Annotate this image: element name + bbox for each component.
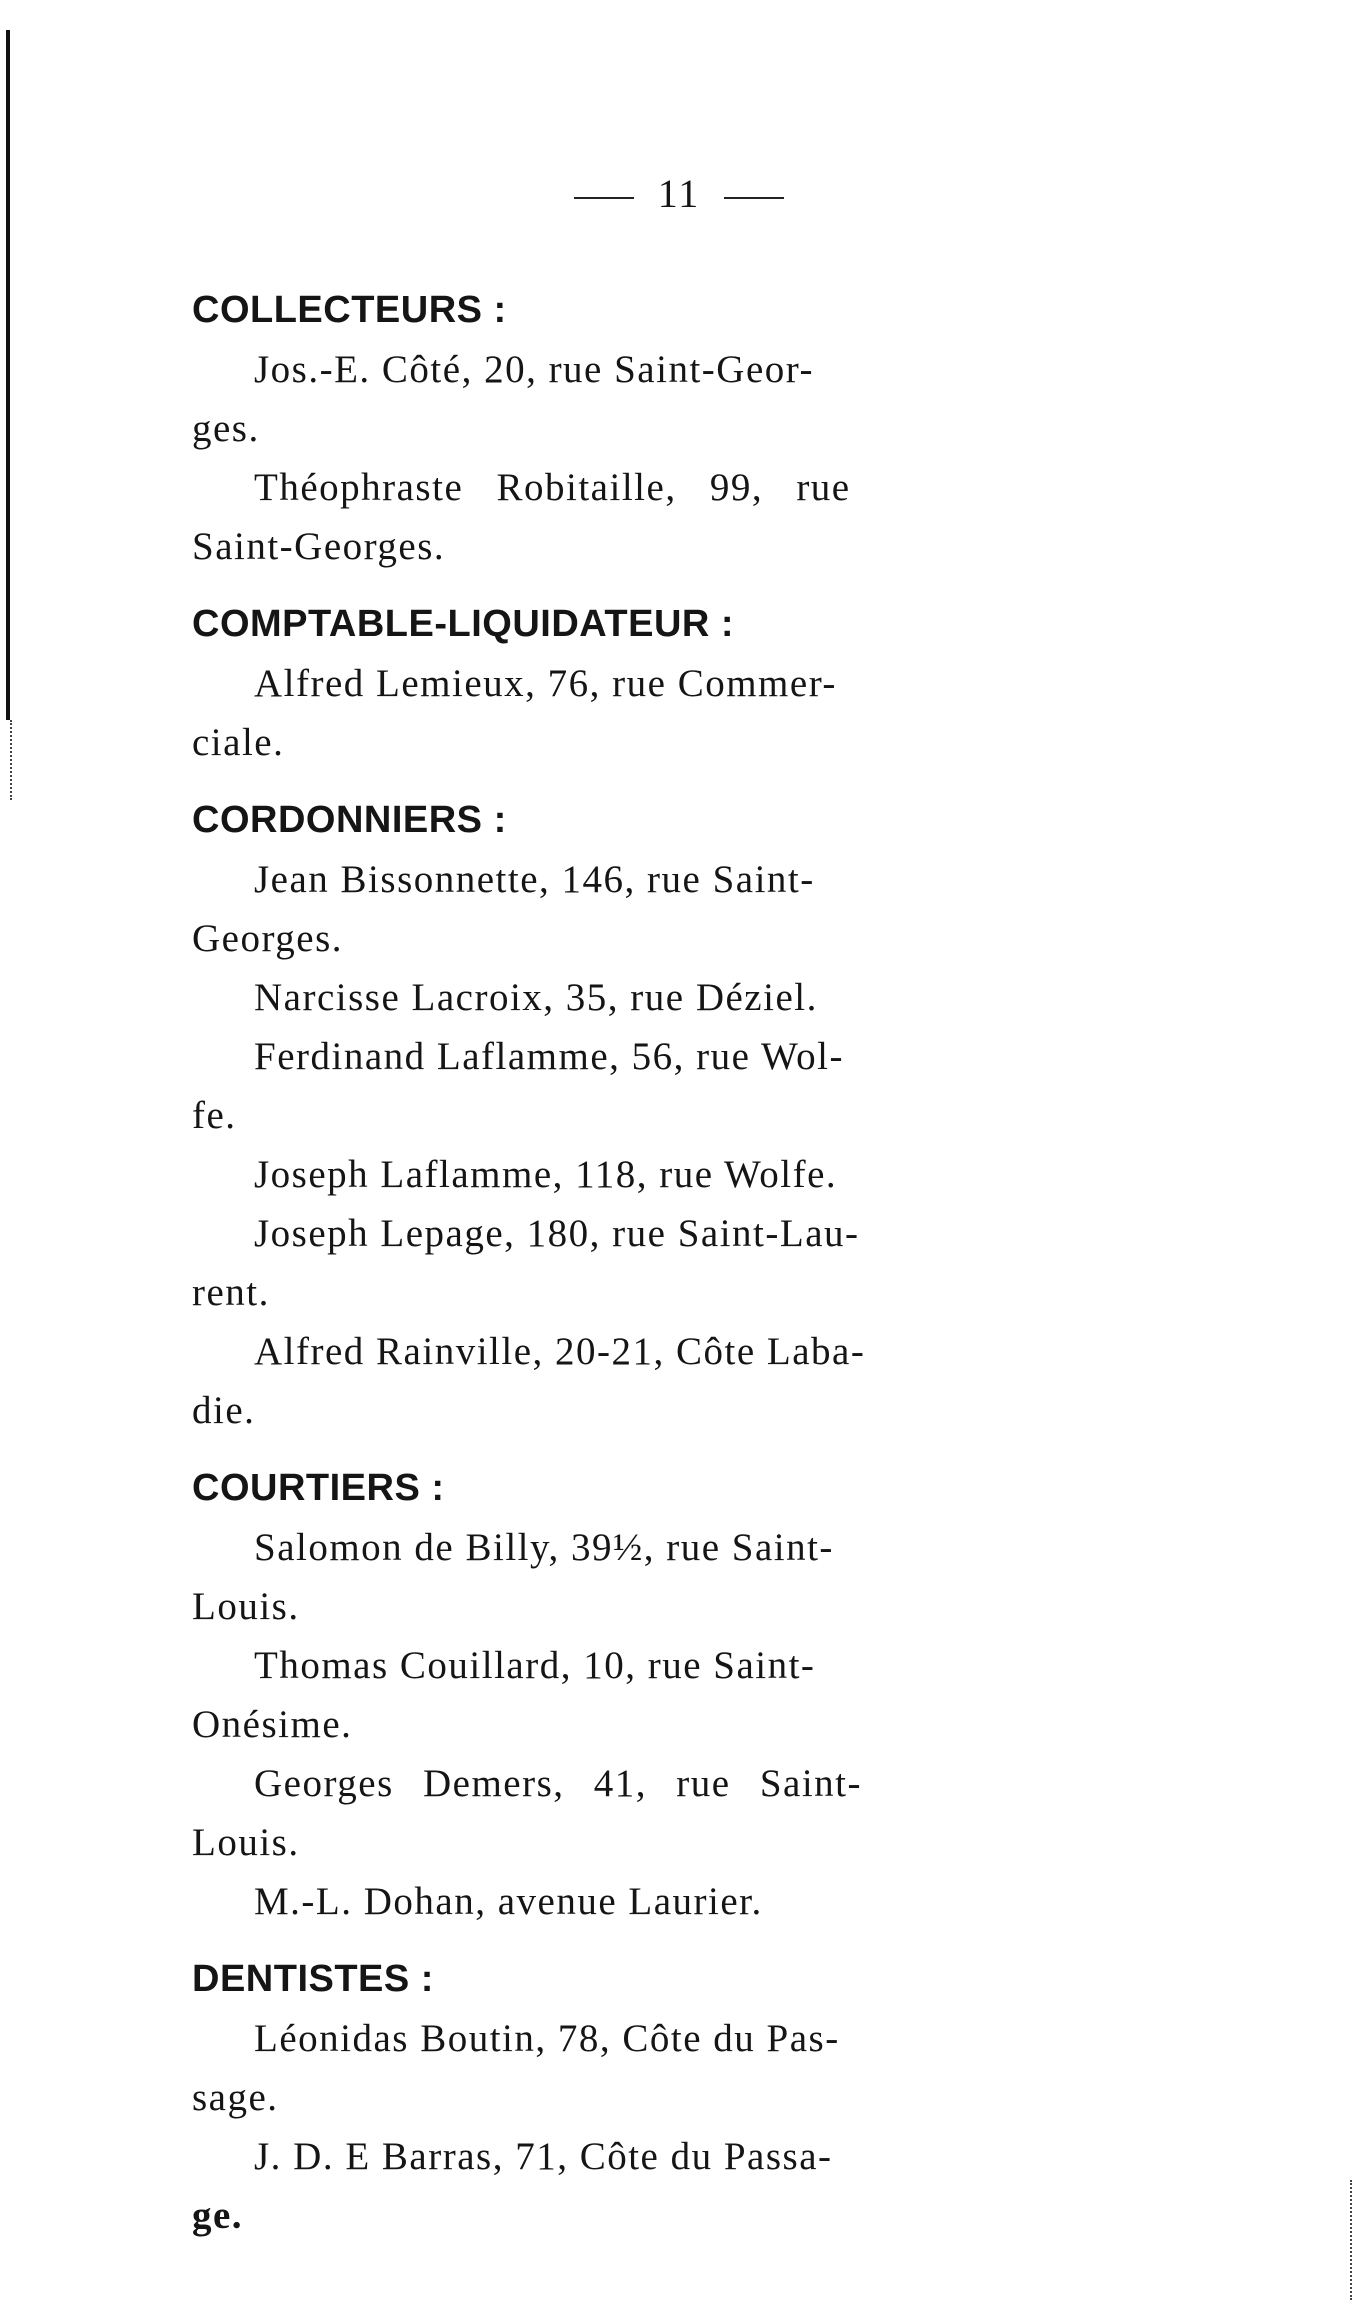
entry-line: die. [192, 1389, 256, 1432]
entry-line: rent. [192, 1271, 270, 1314]
entry-line: Léonidas Boutin, 78, Côte du Pas- [254, 2017, 840, 2060]
entry-line: Georges. [192, 917, 343, 960]
entry-line: ges. [192, 407, 260, 450]
entry-line: Ferdinand Laflamme, 56, rue Wol- [254, 1035, 844, 1078]
directory-content [192, 280, 1052, 2263]
entry-line: Georges Demers, 41, rue Saint- [254, 1762, 862, 1805]
entry-line: Jos.-E. Côté, 20, rue Saint-Geor- [254, 348, 814, 391]
entry-line: J. D. E Barras, 71, Côte du Passa- [254, 2135, 833, 2178]
page-number: 11 [657, 171, 701, 216]
directory-entry [192, 1027, 1052, 1145]
entry-line: Louis. [192, 1821, 300, 1864]
directory-entry [192, 654, 1052, 772]
page-number-header [0, 170, 1358, 217]
directory-entry [192, 1518, 1052, 1636]
directory-entry [192, 1636, 1052, 1754]
directory-entry [192, 1322, 1052, 1440]
entry-line: M.-L. Dohan, avenue Laurier. [254, 1880, 763, 1923]
entry-line: Louis. [192, 1585, 300, 1628]
left-edge-rule [6, 30, 10, 720]
section-comptable-liquidateur [192, 594, 1052, 772]
entry-line: Salomon de Billy, 39½, rue Saint- [254, 1526, 834, 1569]
entry-line: Alfred Rainville, 20-21, Côte Laba- [254, 1330, 866, 1373]
directory-entry [192, 340, 1052, 458]
entry-line: fe. [192, 1094, 237, 1137]
section-dentistes [192, 1949, 1052, 2245]
left-edge-dots [10, 720, 14, 800]
entry-line: Joseph Laflamme, 118, rue Wolfe. [254, 1153, 838, 1196]
entry-line: sage. [192, 2076, 279, 2119]
right-edge-dots [1350, 2180, 1354, 2300]
entry-line: Jean Bissonnette, 146, rue Saint- [254, 858, 815, 901]
section-courtiers [192, 1458, 1052, 1931]
entry-line: ciale. [192, 721, 285, 764]
directory-entry [192, 2009, 1052, 2127]
directory-entry [192, 2127, 1052, 2245]
section-cordonniers [192, 790, 1052, 1440]
right-dash [724, 197, 784, 199]
entry-line: Saint-Georges. [192, 525, 446, 568]
entry-line: Onésime. [192, 1703, 353, 1746]
directory-entry [192, 968, 1052, 1027]
section-heading: DENTISTES : [192, 1958, 434, 2000]
section-heading: COLLECTEURS : [192, 289, 507, 331]
section-heading: COMPTABLE-LIQUIDATEUR : [192, 603, 735, 645]
entry-line: ge. [192, 2194, 244, 2237]
entry-line: Narcisse Lacroix, 35, rue Déziel. [254, 976, 818, 1019]
entry-line: Joseph Lepage, 180, rue Saint-Lau- [254, 1212, 860, 1255]
section-heading: CORDONNIERS : [192, 799, 507, 841]
directory-entry [192, 458, 1052, 576]
directory-entry [192, 1754, 1052, 1872]
left-dash [574, 197, 634, 199]
entry-line: Théophraste Robitaille, 99, rue [254, 466, 851, 509]
entry-line: Thomas Couillard, 10, rue Saint- [254, 1644, 816, 1687]
directory-entry [192, 1204, 1052, 1322]
directory-entry [192, 850, 1052, 968]
section-collecteurs [192, 280, 1052, 576]
section-heading: COURTIERS : [192, 1467, 445, 1509]
entry-line: Alfred Lemieux, 76, rue Commer- [254, 662, 837, 705]
directory-entry [192, 1145, 1052, 1204]
directory-entry [192, 1872, 1052, 1931]
